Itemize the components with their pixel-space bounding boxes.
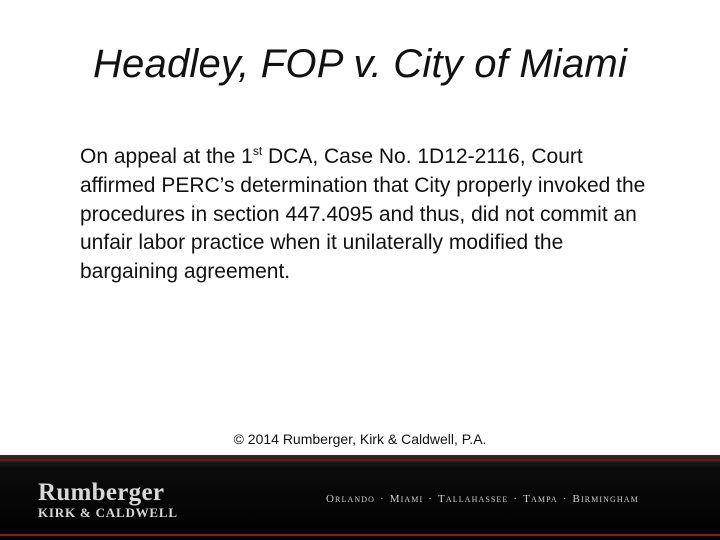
footer-accent-line-top xyxy=(0,459,720,461)
body-text-post: DCA, Case No. 1D12-2116, Court affirmed PERC’s determination that City properly invoked the procedures in section 447.4095 and thus, did not commit an unfair labor practice when it unilaterally modified the bargaining agreement. xyxy=(80,145,646,284)
city-orlando: Orlando xyxy=(326,493,375,505)
separator: · xyxy=(428,493,434,505)
body-text-pre: On appeal at the 1 xyxy=(80,145,253,168)
logo-main-text: Rumberger xyxy=(38,479,165,506)
city-birmingham: Birmingham xyxy=(572,493,639,505)
separator: · xyxy=(379,493,385,505)
body-superscript: st xyxy=(252,144,263,158)
city-miami: Miami xyxy=(389,493,424,505)
city-tampa: Tampa xyxy=(523,493,558,505)
footer-accent-line-bottom xyxy=(0,534,720,536)
firm-logo xyxy=(38,481,188,521)
separator: · xyxy=(513,493,519,505)
city-tallahassee: Tallahassee xyxy=(438,493,509,505)
office-locations xyxy=(326,493,720,505)
copyright-notice: © 2014 Rumberger, Kirk & Caldwell, P.A. xyxy=(233,431,487,447)
logo-sub-text: KIRK & CALDWELL xyxy=(38,505,178,520)
separator: · xyxy=(562,493,568,505)
slide-title: Headley, FOP v. City of Miami xyxy=(92,42,628,86)
footer-bar xyxy=(0,455,720,540)
slide-body xyxy=(80,143,655,287)
